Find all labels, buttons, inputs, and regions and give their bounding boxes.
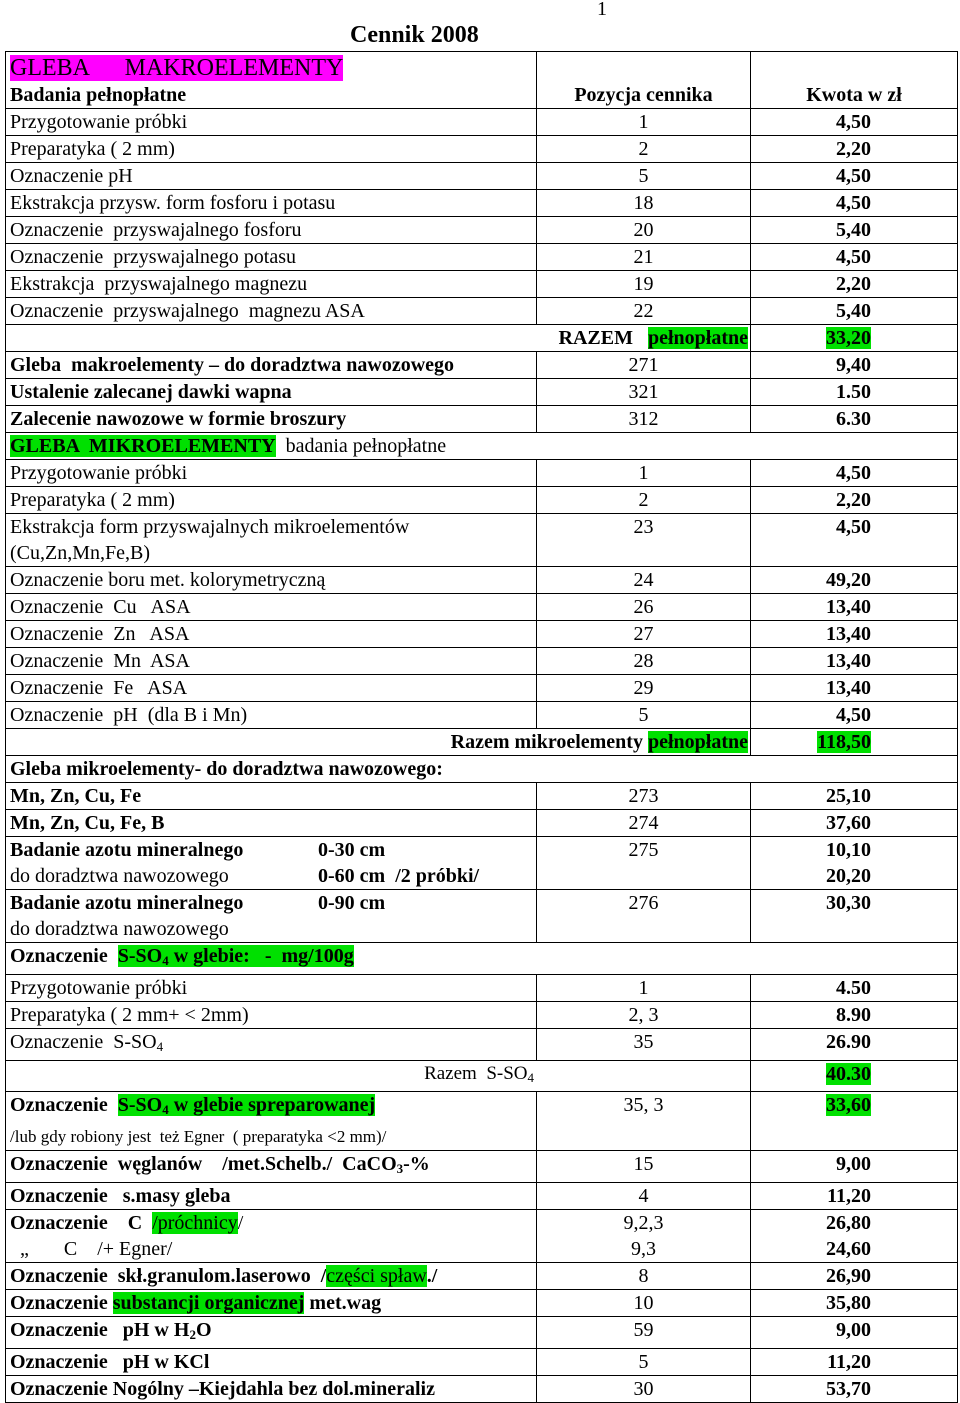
item-position: 5	[537, 702, 751, 729]
text-fragment	[10, 892, 385, 914]
text-part: do doradztwa nawozowego	[10, 865, 229, 887]
item-position: 2, 3	[537, 1002, 751, 1029]
sso4-prep-text	[10, 1092, 532, 1150]
item-position: 8	[537, 1263, 751, 1290]
carbon-text	[10, 1210, 532, 1262]
text-part: 3	[396, 1161, 404, 1176]
item-amount: 9,40	[751, 352, 958, 379]
item-name: Preparatyka ( 2 mm)	[6, 487, 537, 514]
item-amount: 37,60	[751, 810, 958, 837]
table-row	[6, 1263, 958, 1290]
text-part: ./	[426, 1265, 438, 1287]
item-amount: 5,40	[751, 217, 958, 244]
item-position: 321	[537, 379, 751, 406]
item-name: Przygotowanie próbki	[6, 460, 537, 487]
text-part: substancji organicznej	[112, 1292, 305, 1314]
table-row	[6, 1349, 958, 1376]
header-cell-name	[6, 52, 537, 109]
text-part: O	[195, 1319, 212, 1341]
item-position: 29	[537, 675, 751, 702]
sso4-sub: 4	[162, 1102, 169, 1117]
item-name: Oznaczenie przyswajalnego fosforu	[6, 217, 537, 244]
text-part: 0-30 cm	[318, 839, 386, 861]
item-amount: 13,40	[751, 648, 958, 675]
item-name: Przygotowanie próbki	[6, 109, 537, 136]
item-position: 10	[537, 1290, 751, 1317]
table-row	[6, 702, 958, 729]
item-position	[537, 1092, 751, 1151]
item-name	[6, 1317, 537, 1349]
item-amount: 30,30	[751, 890, 958, 943]
table-row	[6, 621, 958, 648]
item-amount: 26.90	[751, 1029, 958, 1061]
sso4-header	[6, 943, 958, 975]
text-part: Oznaczenie	[10, 1292, 113, 1314]
item-amount: 4,50	[751, 244, 958, 271]
sso4-total-label	[6, 1061, 751, 1092]
table-row	[6, 648, 958, 675]
table-row	[6, 136, 958, 163]
total-label-a: RAZEM	[558, 327, 648, 349]
sso4-highlight	[118, 945, 354, 967]
text-part: met.wag	[304, 1292, 382, 1314]
item-position: 59	[537, 1317, 751, 1349]
total-amount: 40.30	[826, 1063, 871, 1085]
text-part: -%	[403, 1153, 430, 1175]
line: (Cu,Zn,Mn,Fe,B)	[10, 542, 150, 564]
item-amount: 4,50	[751, 190, 958, 217]
item-amount: 9,00	[751, 1151, 958, 1183]
section-micro-label: GLEBA MIKROELEMENTY	[10, 435, 276, 457]
item-position: 274	[537, 810, 751, 837]
text-fragment	[10, 865, 479, 887]
sso4-sub: 4	[162, 953, 169, 968]
item-amount: 1.50	[751, 379, 958, 406]
section-macro-label: GLEBA MAKROELEMENTY	[10, 55, 344, 81]
item-amount: 13,40	[751, 675, 958, 702]
micro-total-label	[6, 729, 751, 756]
item-amount: 4,50	[751, 163, 958, 190]
micro-total-amount	[751, 729, 958, 756]
item-name: Preparatyka ( 2 mm)	[6, 136, 537, 163]
sso4-c: w glebie: - mg/100g	[168, 945, 354, 967]
table-header-row	[6, 52, 958, 109]
item-name: Oznaczenie Cu ASA	[6, 594, 537, 621]
table-row	[6, 487, 958, 514]
item-amount: 4,50	[751, 514, 958, 567]
nitrogen-text	[10, 837, 532, 889]
total-amount: 33,20	[826, 327, 871, 349]
total-label: Razem S-SO	[424, 1063, 528, 1084]
text-part: Oznaczenie skł.granulom.laserowo /	[10, 1265, 327, 1287]
item-name	[6, 1029, 537, 1061]
line: 9,3	[631, 1238, 656, 1260]
item-amount: 6.30	[751, 406, 958, 433]
item-name: Oznaczenie pH w KCl	[6, 1349, 537, 1376]
table-row	[6, 1029, 958, 1061]
line: 35, 3	[623, 1094, 664, 1116]
sso4-prep-amount: 33,60	[826, 1094, 871, 1116]
line: 24,60	[826, 1238, 871, 1260]
text-part: Oznaczenie S-SO	[10, 1031, 157, 1053]
item-name	[6, 1151, 537, 1183]
sso4-c: w glebie spreparowanej	[168, 1094, 376, 1116]
sso4-total-row	[6, 1061, 958, 1092]
item-name: Zalecenie nawozowe w formie broszury	[6, 406, 537, 433]
text-part: /	[237, 1212, 244, 1234]
table-row	[6, 594, 958, 621]
total-label-b: pełnopłatne	[647, 731, 748, 753]
item-name: Oznaczenie przyswajalnego magnezu ASA	[6, 298, 537, 325]
item-position: 1	[537, 975, 751, 1002]
table-row	[6, 109, 958, 136]
text-fragment	[10, 1031, 163, 1053]
item-position: 271	[537, 352, 751, 379]
multi-line	[541, 837, 746, 863]
text-part: 0-60 cm /2 próbki/	[318, 865, 480, 887]
item-position: 15	[537, 1151, 751, 1183]
header-col1: Badania pełnopłatne	[10, 84, 187, 106]
line	[10, 1123, 532, 1150]
item-amount: 49,20	[751, 567, 958, 594]
text-part: Badanie azotu mineralnego	[10, 839, 244, 861]
text-fragment	[10, 1153, 430, 1175]
item-position: 19	[537, 271, 751, 298]
sso4-header-row	[6, 943, 958, 975]
item-position: 28	[537, 648, 751, 675]
item-name	[6, 514, 537, 567]
text-part: Oznaczenie pH w H	[10, 1319, 190, 1341]
header-col3: Kwota w zł	[751, 52, 958, 109]
total-amount: 118,50	[817, 731, 871, 753]
line	[10, 1092, 532, 1123]
item-position: 276	[537, 890, 751, 943]
sso4-b: S-SO	[117, 945, 163, 967]
line: do doradztwa nawozowego	[10, 918, 229, 940]
line	[10, 890, 532, 916]
price-table	[5, 51, 958, 1403]
table-row	[6, 163, 958, 190]
nitrogen-row	[6, 890, 958, 943]
item-name: Oznaczenie przyswajalnego potasu	[6, 244, 537, 271]
table-row	[6, 1317, 958, 1349]
item-position: 18	[537, 190, 751, 217]
text-part: /próchnicy	[152, 1212, 238, 1234]
text-part: 2	[189, 1327, 196, 1342]
item-name: Oznaczenie boru met. kolorymetryczną	[6, 567, 537, 594]
line: 275	[628, 839, 659, 861]
table-row	[6, 1210, 958, 1263]
item-position: 27	[537, 621, 751, 648]
item-position: 21	[537, 244, 751, 271]
text-part: „ C /+ Egner/	[10, 1238, 173, 1260]
item-amount: 2,20	[751, 271, 958, 298]
macro-total-label	[6, 325, 751, 352]
page-number: 1	[597, 0, 607, 20]
item-name: Preparatyka ( 2 mm+ < 2mm)	[6, 1002, 537, 1029]
item-amount	[751, 1210, 958, 1263]
sso4-a: Oznaczenie	[10, 945, 118, 967]
item-amount: 25,10	[751, 783, 958, 810]
multi-line	[755, 1092, 871, 1118]
item-amount	[751, 837, 958, 890]
item-name: Mn, Zn, Cu, Fe, B	[6, 810, 537, 837]
item-amount: 26,90	[751, 1263, 958, 1290]
item-name	[6, 890, 537, 943]
multi-line	[755, 837, 871, 889]
text-part: Badanie azotu mineralnego	[10, 892, 244, 914]
table-row	[6, 810, 958, 837]
table-row	[6, 406, 958, 433]
item-amount: 2,20	[751, 136, 958, 163]
text-fragment	[10, 839, 385, 861]
item-name	[6, 1092, 537, 1151]
text-part: 4	[156, 1039, 164, 1054]
table-row	[6, 217, 958, 244]
text-fragment	[10, 1265, 437, 1287]
table-row	[6, 514, 958, 567]
item-position: 2	[537, 487, 751, 514]
text-fragment	[10, 1292, 381, 1314]
sso4-prep-highlight	[118, 1094, 375, 1116]
table-row	[6, 1183, 958, 1210]
macro-total-row	[6, 325, 958, 352]
item-position: 30	[537, 1376, 751, 1403]
micro-advice-header-row	[6, 756, 958, 783]
item-position: 273	[537, 783, 751, 810]
line	[10, 837, 532, 863]
item-amount: 4,50	[751, 702, 958, 729]
extraction-text	[10, 514, 532, 566]
micro-header	[6, 433, 958, 460]
table-row	[6, 1151, 958, 1183]
table-row	[6, 244, 958, 271]
item-name	[6, 1210, 537, 1263]
text-part: Oznaczenie C	[10, 1212, 153, 1234]
item-name: Ekstrakcja przysw. form fosforu i potasu	[6, 190, 537, 217]
table-row	[6, 379, 958, 406]
multi-line	[541, 1210, 746, 1262]
item-name	[6, 1290, 537, 1317]
table-row	[6, 460, 958, 487]
item-position: 24	[537, 567, 751, 594]
item-position: 26	[537, 594, 751, 621]
item-name: Oznaczenie s.masy gleba	[6, 1183, 537, 1210]
micro-header-row	[6, 433, 958, 460]
item-name: Oznaczenie Fe ASA	[6, 675, 537, 702]
micro-header-rest: badania pełnopłatne	[275, 435, 447, 457]
total-label-a: Razem mikroelementy	[450, 731, 648, 753]
item-amount: 11,20	[751, 1349, 958, 1376]
text-part: części spław	[326, 1265, 427, 1287]
text-part: Oznaczenie węglanów /met.Schelb./ CaCO	[10, 1153, 397, 1175]
item-name: Przygotowanie próbki	[6, 975, 537, 1002]
item-amount: 11,20	[751, 1183, 958, 1210]
table-row	[6, 1092, 958, 1151]
item-amount	[751, 1092, 958, 1151]
item-position: 35	[537, 1029, 751, 1061]
text-part: 0-90 cm	[318, 892, 386, 914]
page-title: Cennik 2008	[350, 22, 479, 48]
item-amount: 4,50	[751, 460, 958, 487]
table-row	[6, 1002, 958, 1029]
item-position	[537, 1210, 751, 1263]
line	[10, 1236, 532, 1262]
nitrogen-text	[10, 890, 532, 942]
item-name: Ustalenie zalecanej dawki wapna	[6, 379, 537, 406]
text-fragment	[10, 1319, 212, 1341]
table-row	[6, 298, 958, 325]
item-position: 1	[537, 109, 751, 136]
total-label-b: pełnopłatne	[647, 327, 748, 349]
item-position: 4	[537, 1183, 751, 1210]
table-row	[6, 975, 958, 1002]
text-fragment	[10, 1238, 172, 1260]
item-name: Oznaczenie Nogólny –Kiejdahla bez dol.mineraliz	[6, 1376, 537, 1403]
sso4-b: S-SO	[117, 1094, 163, 1116]
item-position: 2	[537, 136, 751, 163]
item-amount: 9,00	[751, 1317, 958, 1349]
item-name: Mn, Zn, Cu, Fe	[6, 783, 537, 810]
item-amount: 35,80	[751, 1290, 958, 1317]
total-sub: 4	[527, 1070, 534, 1085]
table-row	[6, 1290, 958, 1317]
micro-advice-header: Gleba mikroelementy- do doradztwa nawozowego:	[6, 756, 958, 783]
sso4-prep-note: /lub gdy robiony jest też Egner ( preparatyka <2 mm)/	[10, 1127, 387, 1146]
item-name: Ekstrakcja przyswajalnego magnezu	[6, 271, 537, 298]
item-name: Oznaczenie Mn ASA	[6, 648, 537, 675]
item-amount: 8.90	[751, 1002, 958, 1029]
table-row	[6, 675, 958, 702]
item-name: Oznaczenie pH (dla B i Mn)	[6, 702, 537, 729]
sso4-total-amount	[751, 1061, 958, 1092]
item-position: 1	[537, 460, 751, 487]
item-amount: 5,40	[751, 298, 958, 325]
item-name: Oznaczenie pH	[6, 163, 537, 190]
item-position	[537, 837, 751, 890]
table-row	[6, 190, 958, 217]
table-row	[6, 567, 958, 594]
line: 9,2,3	[623, 1212, 664, 1234]
item-position: 20	[537, 217, 751, 244]
item-amount: 53,70	[751, 1376, 958, 1403]
text-fragment	[10, 1212, 243, 1234]
macro-total-amount	[751, 325, 958, 352]
item-name: Oznaczenie Zn ASA	[6, 621, 537, 648]
item-position: 23	[537, 514, 751, 567]
sso4-prep-title	[10, 1094, 375, 1116]
multi-line	[541, 1092, 746, 1118]
line	[10, 1210, 532, 1236]
nitrogen-row	[6, 837, 958, 890]
item-name	[6, 1263, 537, 1290]
item-name	[6, 837, 537, 890]
multi-line	[755, 1210, 871, 1262]
item-position: 5	[537, 163, 751, 190]
item-amount: 13,40	[751, 594, 958, 621]
line: 20,20	[826, 865, 871, 887]
item-position: 22	[537, 298, 751, 325]
item-amount: 4.50	[751, 975, 958, 1002]
item-position: 5	[537, 1349, 751, 1376]
line: 26,80	[826, 1212, 871, 1234]
line	[755, 1092, 871, 1118]
item-amount: 13,40	[751, 621, 958, 648]
item-name: Gleba makroelementy – do doradztwa nawozowego	[6, 352, 537, 379]
line: Ekstrakcja form przyswajalnych mikroelementów	[10, 516, 410, 538]
line: 10,10	[826, 839, 871, 861]
table-row	[6, 1376, 958, 1403]
table-row	[6, 271, 958, 298]
item-position: 312	[537, 406, 751, 433]
line	[10, 863, 532, 889]
micro-total-row	[6, 729, 958, 756]
sso4-a: Oznaczenie	[10, 1094, 118, 1116]
item-amount: 2,20	[751, 487, 958, 514]
table-row	[6, 783, 958, 810]
table-row	[6, 352, 958, 379]
item-amount: 4,50	[751, 109, 958, 136]
header-col2: Pozycja cennika	[537, 52, 751, 109]
